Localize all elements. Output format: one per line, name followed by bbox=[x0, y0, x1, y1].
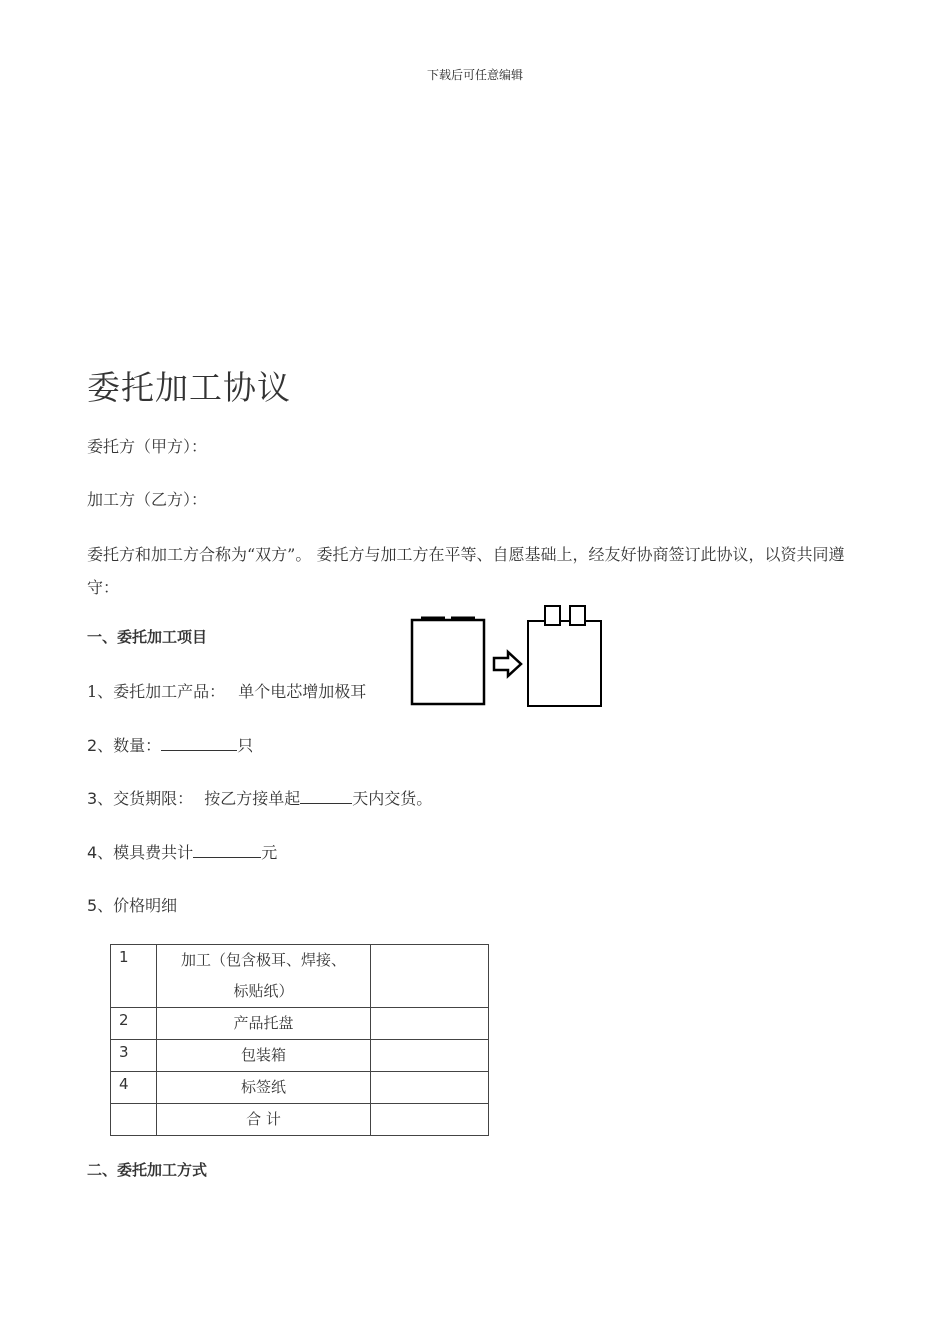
row-number: 3 bbox=[111, 1040, 157, 1072]
row-value bbox=[371, 1008, 489, 1040]
item-4-line bbox=[87, 840, 277, 863]
row-item: 包装箱 bbox=[157, 1040, 371, 1072]
table-row bbox=[111, 1104, 489, 1136]
table-row bbox=[111, 1008, 489, 1040]
document-title: 委托加工协议 bbox=[87, 368, 291, 407]
cell-before-icon bbox=[412, 618, 484, 704]
row-value bbox=[371, 1104, 489, 1136]
item-1-prefix: 1、委托加工产品： bbox=[87, 682, 226, 701]
item-3-middle: 按乙方接单起 bbox=[204, 789, 301, 808]
mold-fee-blank bbox=[193, 840, 261, 858]
item-3-prefix: 3、交货期限： bbox=[87, 789, 194, 808]
section-2-heading: 二、委托加工方式 bbox=[87, 1161, 208, 1179]
row-item: 标签纸 bbox=[157, 1072, 371, 1104]
item-5-line: 5、价格明细 bbox=[87, 896, 178, 915]
party-a-label: 委托方（甲方）： bbox=[87, 437, 208, 456]
delivery-days-blank bbox=[300, 786, 352, 804]
table-row bbox=[111, 1072, 489, 1104]
row-number: 4 bbox=[111, 1072, 157, 1104]
quantity-blank bbox=[161, 733, 237, 751]
row-item: 合 计 bbox=[157, 1104, 371, 1136]
right-arrow-icon bbox=[494, 652, 521, 676]
table-row bbox=[111, 945, 489, 1008]
price-table bbox=[110, 944, 489, 1136]
cell-after-icon bbox=[528, 606, 601, 706]
item-4-suffix: 元 bbox=[261, 843, 278, 862]
row-number: 1 bbox=[111, 945, 157, 1008]
party-b-label: 加工方（乙方）： bbox=[87, 490, 208, 509]
row-value bbox=[371, 945, 489, 1008]
row-item bbox=[157, 945, 371, 1008]
item-4-prefix: 4、模具费共计 bbox=[87, 843, 194, 862]
row-number bbox=[111, 1104, 157, 1136]
row-item: 产品托盘 bbox=[157, 1008, 371, 1040]
row-item-line-1: 加工（包含极耳、焊接、 bbox=[180, 951, 346, 969]
section-1-heading: 一、委托加工项目 bbox=[87, 628, 208, 646]
header-note: 下载后可任意编辑 bbox=[426, 68, 523, 82]
item-1-value: 单个电芯增加极耳 bbox=[238, 682, 367, 701]
intro-paragraph: 委托方和加工方合称为“双方”。 委托方与加工方在平等、自愿基础上，经友好协商签订此协议，以资共同遵守： bbox=[87, 545, 845, 597]
row-number: 2 bbox=[111, 1008, 157, 1040]
row-value bbox=[371, 1040, 489, 1072]
item-2-prefix: 2、数量： bbox=[87, 736, 162, 755]
cell-tab-diagram bbox=[405, 600, 610, 714]
item-3-line bbox=[87, 786, 432, 809]
item-3-suffix: 天内交货。 bbox=[352, 789, 433, 808]
item-2-line bbox=[87, 733, 253, 756]
row-value bbox=[371, 1072, 489, 1104]
item-1-line bbox=[87, 679, 366, 702]
table-row bbox=[111, 1040, 489, 1072]
item-2-suffix: 只 bbox=[237, 736, 254, 755]
row-item-line-2: 标贴纸） bbox=[233, 982, 294, 1000]
